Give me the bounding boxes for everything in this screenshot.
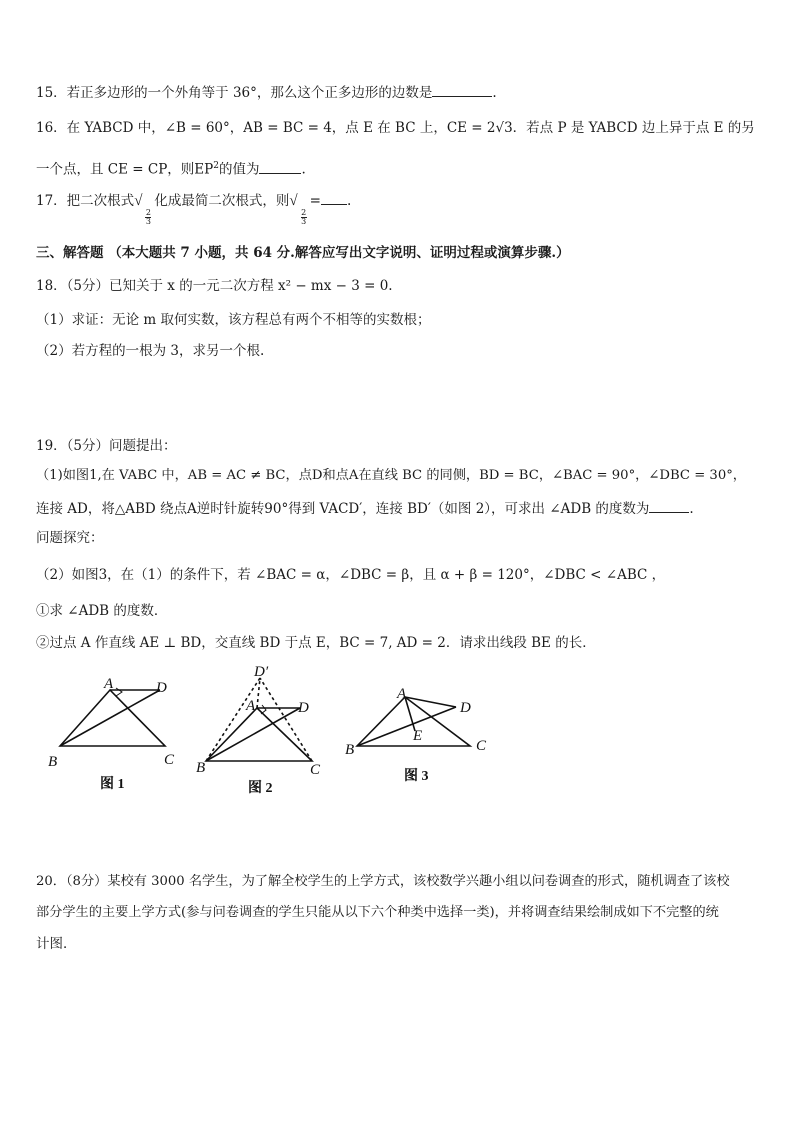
question-15: 15．若正多边形的一个外角等于 36°，那么这个正多边形的边数是 . bbox=[36, 82, 497, 103]
fig3-label-c: C bbox=[476, 738, 487, 754]
fig2-label-b: B bbox=[196, 760, 206, 776]
fig1-label-c: C bbox=[164, 752, 175, 768]
fraction: $\frac{2}{3}$ bbox=[301, 208, 307, 226]
question-19-part2-item1: ①求 ∠ADB 的度数． bbox=[36, 603, 168, 619]
fig3-label-e: E bbox=[413, 728, 423, 744]
question-19-explore: 问题探究： bbox=[36, 530, 104, 546]
section-header: 三、解答题 （本大题共 7 小题，共 64 分.解答应写出文字说明、证明过程或演算步骤.） bbox=[36, 245, 570, 261]
q15-text: 15．若正多边形的一个外角等于 36°，那么这个正多边形的边数是 bbox=[36, 85, 433, 101]
geometry-figures bbox=[0, 660, 793, 800]
question-18-part1: （1）求证：无论 m 取何实数，该方程总有两个不相等的实数根； bbox=[36, 312, 431, 328]
answer-blank bbox=[432, 82, 492, 97]
fig2-label-c: C bbox=[310, 762, 321, 778]
question-18-part2: （2）若方程的一根为 3，求另一个根. bbox=[36, 343, 265, 359]
answer-blank bbox=[259, 159, 301, 174]
question-19-stem: 19．（5分）问题提出： bbox=[36, 438, 177, 454]
fig3-label-b: B bbox=[345, 742, 355, 758]
figure-1 bbox=[60, 688, 165, 746]
fig3-label-d: D bbox=[460, 700, 471, 716]
radical-sign: √ bbox=[289, 193, 298, 209]
question-19-part2: （2）如图3，在（1）的条件下，若 ∠BAC = α，∠DBC = β，且 α + β = 120°，∠DBC < ∠ABC ， bbox=[36, 567, 666, 583]
fig3-caption: 图 3 bbox=[404, 769, 429, 784]
question-16-line2: 一个点，且 CE = CP，则$EP^2$的值为 . bbox=[36, 156, 306, 180]
question-19-part2-item2: ②过点 A 作直线 AE ⊥ BD，交直线 BD 于点 E，BC = 7, AD = 2．请求出线段 BE 的长． bbox=[36, 635, 596, 651]
fig1-label-b: B bbox=[48, 754, 58, 770]
question-19-part1: （1)如图1,在 VABC 中，AB = AC ≠ BC，点D和点A在直线 BC 的同侧，BD = BC，∠BAC = 90°，∠DBC = 30°， bbox=[36, 468, 746, 483]
fig2-caption: 图 2 bbox=[248, 781, 273, 796]
radical-sign: √ bbox=[134, 193, 143, 209]
question-18-stem: 18．（5分）已知关于 x 的一元二次方程 x² − mx − 3 = 0. bbox=[36, 278, 393, 294]
fig2-label-a: A bbox=[246, 698, 256, 714]
fig2-label-d: D bbox=[298, 700, 309, 716]
question-20-line2: 部分学生的主要上学方式(参与问卷调查的学生只能从以下六个种类中选择一类)，并将调查结果绘制成如下不完整的统 bbox=[36, 905, 719, 920]
fig1-label-d: D bbox=[156, 680, 167, 696]
figure-2 bbox=[206, 678, 312, 761]
question-20-line3: 计图． bbox=[36, 936, 77, 952]
answer-blank bbox=[649, 498, 689, 513]
question-16-line1: 16．在 YABCD 中，∠B = 60°，AB = BC = 4，点 E 在 BC 上，CE = 2√3．若点 P 是 YABCD 边上异于点 E 的另 bbox=[36, 120, 755, 136]
answer-blank bbox=[321, 190, 347, 205]
question-20-line1: 20．（8分）某校有 3000 名学生，为了解全校学生的上学方式，该校数学兴趣小组以问卷调查的形式，随机调查了该校 bbox=[36, 874, 730, 889]
fraction: $\frac{2}{3}$ bbox=[145, 208, 151, 226]
question-19-part1-cont: 连接 AD，将△ABD 绕点A逆时针旋转90°得到 VACD′，连接 BD′（如图 2），可求出 ∠ADB 的度数为 . bbox=[36, 498, 694, 519]
question-17: 17．把二次根式√ $\frac{2}{3}$ 化成最简二次根式，则√ $\frac{2}{3}$ = . bbox=[36, 190, 351, 226]
fig2-label-dprime: D′ bbox=[254, 664, 269, 680]
fig1-label-a: A bbox=[104, 676, 114, 692]
fig3-label-a: A bbox=[397, 686, 407, 702]
fig1-caption: 图 1 bbox=[100, 777, 125, 792]
